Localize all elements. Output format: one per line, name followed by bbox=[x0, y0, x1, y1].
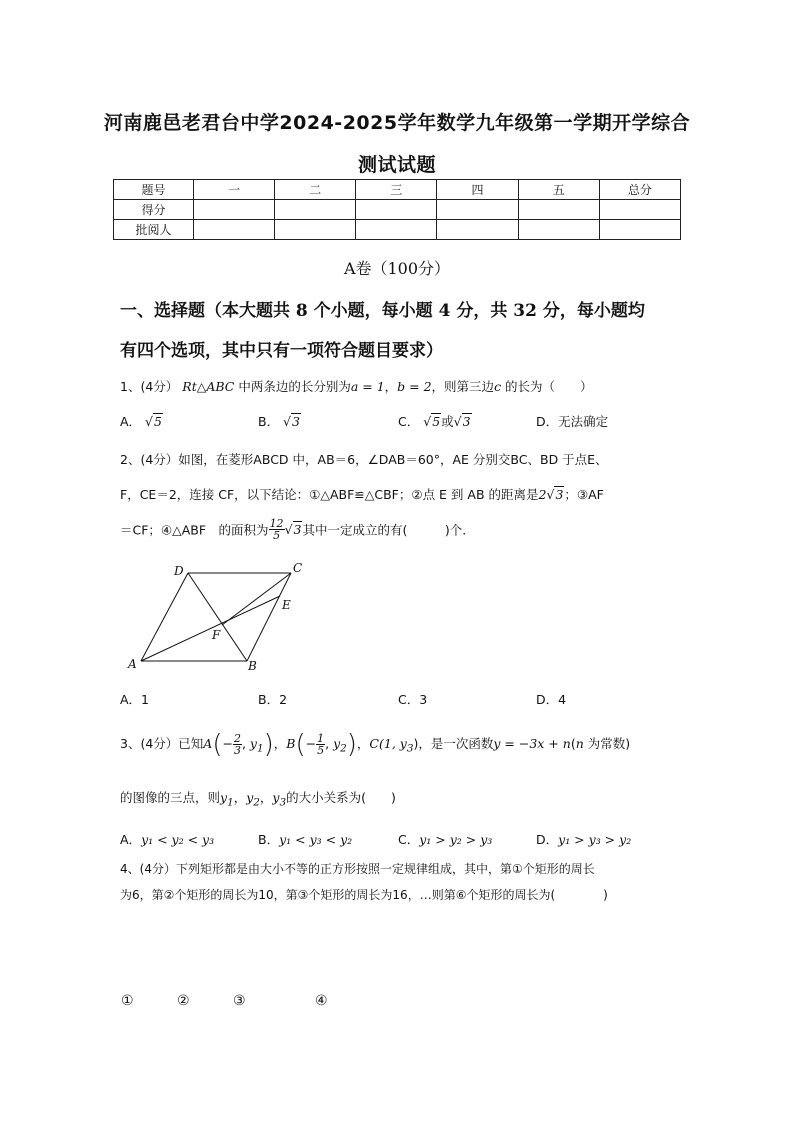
question-3-line2: 的图像的三点，则$y_1$，$y_2$，$y_3$的大小关系为( ) bbox=[120, 790, 396, 809]
y-variable: y bbox=[333, 736, 341, 751]
option-label: B． bbox=[258, 414, 280, 429]
label-d: D bbox=[174, 564, 184, 578]
section-1-heading: 一、选择题（本大题共 8 个小题，每小题 4 分，共 32 分，每小题均 bbox=[120, 301, 645, 321]
q3-option-d[interactable] bbox=[536, 830, 631, 848]
question-4-line1: 4、(4分）下列矩形都是由大小不等的正方形按照一定规律组成，其中，第①个矩形的周长 bbox=[120, 862, 595, 876]
section-a-heading: A卷（100分） bbox=[343, 259, 451, 278]
option-label: C． bbox=[398, 414, 420, 429]
score-cell[interactable] bbox=[194, 220, 275, 240]
score-cell[interactable] bbox=[599, 220, 680, 240]
score-row-label: 批阅人 bbox=[114, 220, 194, 240]
score-table-row bbox=[114, 220, 681, 240]
q1-option-d[interactable]: D．无法确定 bbox=[536, 414, 609, 429]
question-text: ；③AF bbox=[564, 487, 604, 502]
n-variable: n bbox=[575, 736, 584, 751]
question-text: 的大小关系为( ) bbox=[286, 790, 396, 805]
radicand: 5 bbox=[432, 414, 441, 429]
question-text: ＝CF；④△ABF 的面积为 bbox=[120, 522, 269, 538]
radicand: 5 bbox=[154, 414, 162, 429]
y-variable: y bbox=[249, 736, 257, 751]
y-variable: y bbox=[220, 790, 228, 805]
point-c-coords: (1, y bbox=[379, 736, 407, 751]
option-math: y₁ > y₂ > y₃ bbox=[419, 832, 493, 847]
question-1 bbox=[120, 377, 593, 395]
fraction-denominator: 5 bbox=[273, 529, 281, 542]
label-e: E bbox=[282, 598, 291, 612]
score-cell[interactable] bbox=[356, 200, 437, 220]
score-cell[interactable] bbox=[518, 200, 599, 220]
side-bc bbox=[247, 573, 291, 661]
score-table-header-row bbox=[114, 180, 681, 200]
label-c: C bbox=[293, 561, 303, 575]
score-cell[interactable] bbox=[599, 200, 680, 220]
point-a: A bbox=[203, 736, 213, 751]
y-variable: y bbox=[246, 790, 254, 805]
q1-option-a[interactable]: A． √5 bbox=[120, 414, 162, 429]
question-text: 为常数) bbox=[583, 736, 631, 751]
score-cell[interactable] bbox=[518, 220, 599, 240]
label-a: A bbox=[128, 657, 137, 671]
q1-option-b[interactable]: B． √3 bbox=[258, 414, 300, 429]
y-variable: y bbox=[272, 790, 280, 805]
question-text: 其中一定成立的有( )个. bbox=[302, 522, 467, 538]
question-text: ，是一次函数 bbox=[418, 736, 494, 751]
fraction bbox=[233, 733, 242, 756]
math-c: c bbox=[494, 379, 502, 394]
rectangle-label-4: ④ bbox=[315, 993, 328, 1009]
page-title: 河南鹿邑老君台中学2024-2025学年数学九年级第一学期开学综合 bbox=[103, 112, 691, 134]
subscript: 1 bbox=[227, 796, 234, 809]
question-2-line2: F，CE＝2，连接 CF，以下结论：①△ABF≌△CBF；②点 E 到 AB 的距离是2√3；③AF bbox=[120, 487, 604, 502]
score-cell[interactable] bbox=[437, 220, 518, 240]
point-b: B bbox=[286, 736, 296, 751]
question-text: 的图像的三点，则 bbox=[120, 790, 221, 805]
score-header-cell: 四 bbox=[437, 180, 518, 200]
comma: ， bbox=[384, 379, 398, 394]
q2-option-b[interactable]: B．2 bbox=[258, 692, 288, 707]
fraction bbox=[269, 518, 285, 541]
rhombus-figure bbox=[120, 558, 320, 676]
rectangle-label-1: ① bbox=[121, 993, 134, 1009]
math-b: b = 2 bbox=[397, 379, 432, 394]
subscript: 2 bbox=[340, 742, 347, 755]
score-row-label: 得分 bbox=[114, 200, 194, 220]
score-table bbox=[113, 179, 681, 240]
question-text: 3、(4分）已知 bbox=[120, 736, 204, 751]
subscript: 3 bbox=[406, 742, 414, 755]
score-cell[interactable] bbox=[194, 200, 275, 220]
score-cell[interactable] bbox=[275, 220, 356, 240]
point-c: C bbox=[369, 736, 379, 751]
fraction-numerator: 12 bbox=[269, 517, 284, 530]
rectangle-label-2: ② bbox=[177, 993, 190, 1009]
subscript: 2 bbox=[253, 796, 260, 809]
option-label: C． bbox=[398, 832, 420, 847]
question-text: ，则第三边 bbox=[431, 379, 495, 394]
option-label: D． bbox=[536, 832, 559, 847]
radicand: 3 bbox=[293, 522, 302, 537]
triangle-name: Rt△ABC bbox=[182, 379, 235, 394]
function-expression: y = −3x + n bbox=[493, 736, 571, 751]
score-table-row bbox=[114, 200, 681, 220]
question-2-line1: 2、(4分）如图，在菱形ABCD 中，AB＝6，∠DAB＝60°，AE 分别交BC、BD 于点E、 bbox=[120, 452, 608, 467]
option-label: A． bbox=[120, 414, 142, 429]
score-header-cell: 题号 bbox=[114, 180, 194, 200]
score-header-cell: 一 bbox=[194, 180, 275, 200]
question-number: 1、(4分） bbox=[120, 379, 179, 394]
fraction-numerator: 1 bbox=[317, 732, 325, 745]
fraction-denominator: 3 bbox=[233, 744, 241, 757]
subscript: 1 bbox=[256, 742, 264, 755]
fraction-numerator: 2 bbox=[233, 732, 241, 745]
q2-option-a[interactable]: A．1 bbox=[120, 692, 150, 707]
subscript: 3 bbox=[279, 796, 287, 809]
side-da bbox=[141, 573, 188, 661]
question-2-line3: ＝CF；④△ABF 的面积为 $\frac{12}{5}$ √3其中一定成立的有( )个. bbox=[120, 517, 467, 542]
fraction-denominator: 5 bbox=[317, 744, 325, 757]
segment-cf bbox=[222, 573, 291, 625]
q1-option-c[interactable]: C． √5或√3 bbox=[398, 414, 471, 429]
question-text: 的长为（ ） bbox=[501, 379, 593, 394]
option-label: A． bbox=[120, 832, 142, 847]
radicand: 3 bbox=[462, 414, 471, 429]
score-cell[interactable] bbox=[356, 220, 437, 240]
score-cell[interactable] bbox=[275, 200, 356, 220]
question-text: 中两条边的长分别为 bbox=[234, 379, 351, 394]
score-header-cell: 二 bbox=[275, 180, 356, 200]
question-4-line2: 为6，第②个矩形的周长为10，第③个矩形的周长为16，…则第⑥个矩形的周长为( ) bbox=[120, 888, 608, 902]
q3-option-c[interactable] bbox=[398, 830, 492, 848]
option-label: B． bbox=[258, 832, 280, 847]
label-b: B bbox=[248, 659, 257, 673]
q3-option-a[interactable] bbox=[120, 830, 214, 848]
score-header-cell: 五 bbox=[518, 180, 599, 200]
coefficient: 2 bbox=[538, 487, 547, 502]
score-cell[interactable] bbox=[437, 200, 518, 220]
diagonal-bd bbox=[188, 573, 247, 661]
question-3-line1: 3、(4分）已知A(− $\frac{2}{3}$ , $y_1$)，B(− $\frac{1}{5}$ , $y_2$)，C(1, $y_3$)，是一次函数y = −3x + n(n 为常数) bbox=[120, 729, 631, 760]
q3-option-b[interactable] bbox=[258, 830, 352, 848]
option-math: y₁ < y₂ < y₃ bbox=[141, 832, 215, 847]
radicand: 3 bbox=[555, 487, 564, 502]
page-title-line2: 测试试题 bbox=[357, 154, 436, 176]
option-math: y₁ < y₃ < y₂ bbox=[279, 832, 353, 847]
fraction bbox=[316, 733, 325, 756]
paren: ( bbox=[570, 736, 576, 751]
radicand: 3 bbox=[292, 414, 300, 429]
q2-option-d[interactable]: D．4 bbox=[536, 692, 567, 707]
q2-option-c[interactable]: C．3 bbox=[398, 692, 428, 707]
or-text: 或 bbox=[441, 414, 454, 429]
math-a: a = 1 bbox=[350, 379, 385, 394]
label-f: F bbox=[212, 628, 221, 642]
option-math: y₁ > y₃ > y₂ bbox=[558, 832, 632, 847]
score-header-cell: 三 bbox=[356, 180, 437, 200]
score-header-cell: 总分 bbox=[599, 180, 680, 200]
rectangle-label-3: ③ bbox=[233, 993, 246, 1009]
section-1-heading-line2: 有四个选项，其中只有一项符合题目要求） bbox=[120, 341, 443, 361]
question-text: F，CE＝2，连接 CF，以下结论：①△ABF≌△CBF；②点 E 到 AB 的距离是 bbox=[120, 487, 539, 502]
